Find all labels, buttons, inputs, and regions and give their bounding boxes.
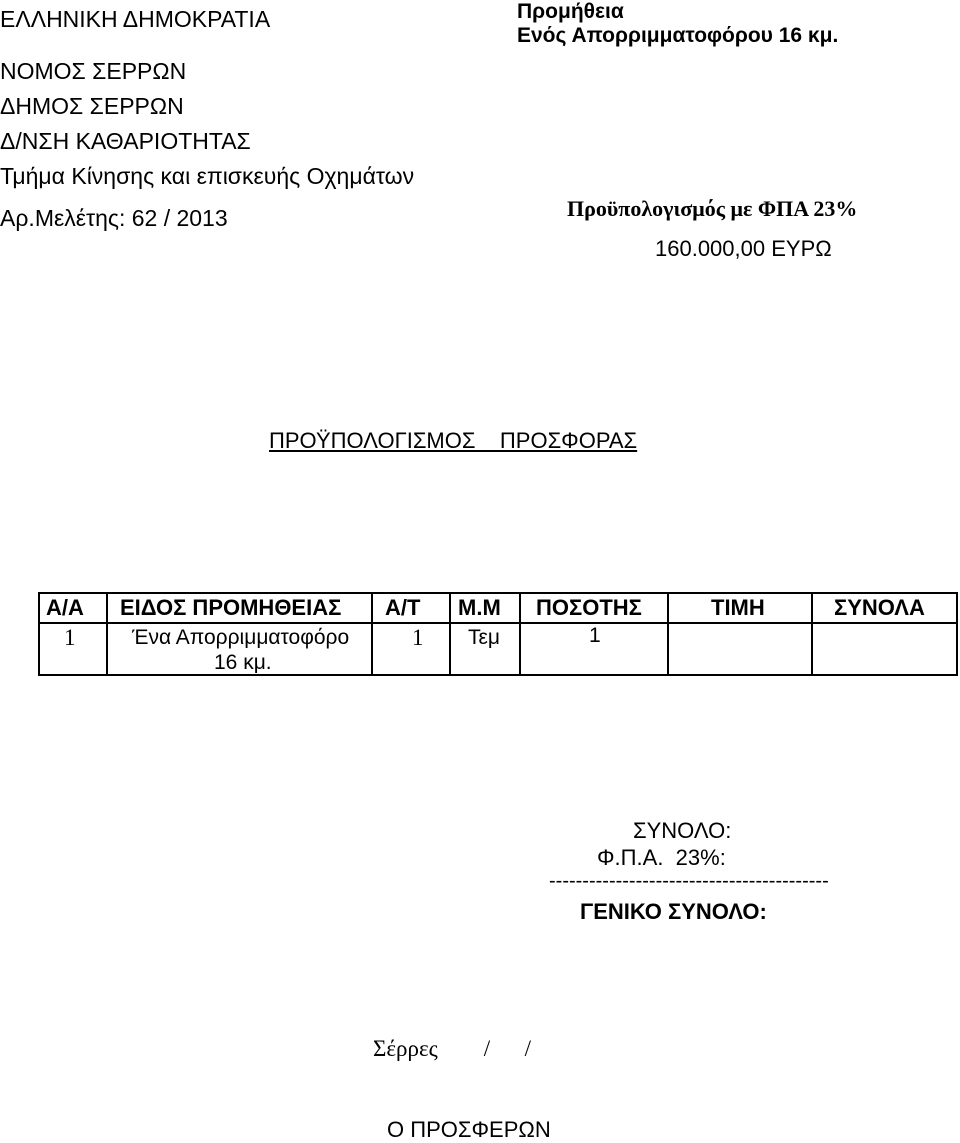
header-item: ΕΙΔΟΣ ΠΡΟΜΗΘΕΙΑΣ (120, 595, 342, 620)
study-number: Αρ.Μελέτης: 62 / 2013 (0, 205, 228, 231)
header-price: ΤΙΜΗ (711, 595, 765, 620)
header-total: ΣΥΝΟΛΑ (834, 595, 925, 620)
department-line: Τμήμα Κίνησης και επισκευής Οχημάτων (0, 163, 415, 189)
procurement-subject: Ενός Απορριμματοφόρου 16 κμ. (517, 24, 839, 47)
cell-item-line1: Ένα Απορριμματοφόρο (132, 626, 350, 649)
cell-quantity: 1 (589, 624, 601, 647)
cell-aa: 1 (64, 625, 76, 650)
procurement-label: Προμήθεια (517, 0, 624, 23)
cell-at: 1 (412, 625, 424, 650)
col-divider (519, 594, 521, 674)
col-divider (371, 594, 373, 674)
municipality-line: ΔΗΜΟΣ ΣΕΡΡΩΝ (0, 93, 184, 119)
country-line: ΕΛΛΗΝΙΚΗ ΔΗΜΟΚΡΑΤΙΑ (0, 6, 271, 32)
place-date: Σέρρες / / (373, 1036, 532, 1061)
grand-total-label: ΓΕΝΙΚΟ ΣΥΝΟΛΟ: (580, 899, 767, 924)
subtotal-label: ΣΥΝΟΛΟ: (633, 818, 732, 843)
prefecture-line: ΝΟΜΟΣ ΣΕΡΡΩΝ (0, 58, 187, 84)
col-divider (667, 594, 669, 674)
header-at: Α/Τ (385, 595, 421, 620)
offer-table (38, 592, 958, 676)
signatory: Ο ΠΡΟΣΦΕΡΩΝ (387, 1117, 551, 1142)
col-divider (106, 594, 108, 674)
header-quantity: ΠΟΣΟΤΗΣ (536, 595, 642, 620)
budget-label: Προϋπολογισμός με ΦΠΑ 23% (567, 196, 858, 221)
col-divider (811, 594, 813, 674)
budget-amount: 160.000,00 ΕΥΡΩ (655, 236, 832, 261)
directorate-line: Δ/ΝΣΗ ΚΑΘΑΡΙΟΤΗΤΑΣ (0, 128, 251, 154)
header-divider (40, 622, 956, 624)
section-title: ΠΡΟΫΠΟΛΟΓΙΣΜΟΣ ΠΡΟΣΦΟΡΑΣ (269, 428, 638, 453)
totals-separator: ------------------------------------------ (549, 870, 829, 892)
col-divider (449, 594, 451, 674)
header-unit: Μ.Μ (458, 595, 501, 620)
vat-label: Φ.Π.Α. 23%: (597, 845, 726, 870)
header-aa: Α/Α (46, 595, 84, 620)
cell-unit: Τεμ (468, 626, 500, 649)
cell-item-line2: 16 κμ. (214, 651, 272, 674)
